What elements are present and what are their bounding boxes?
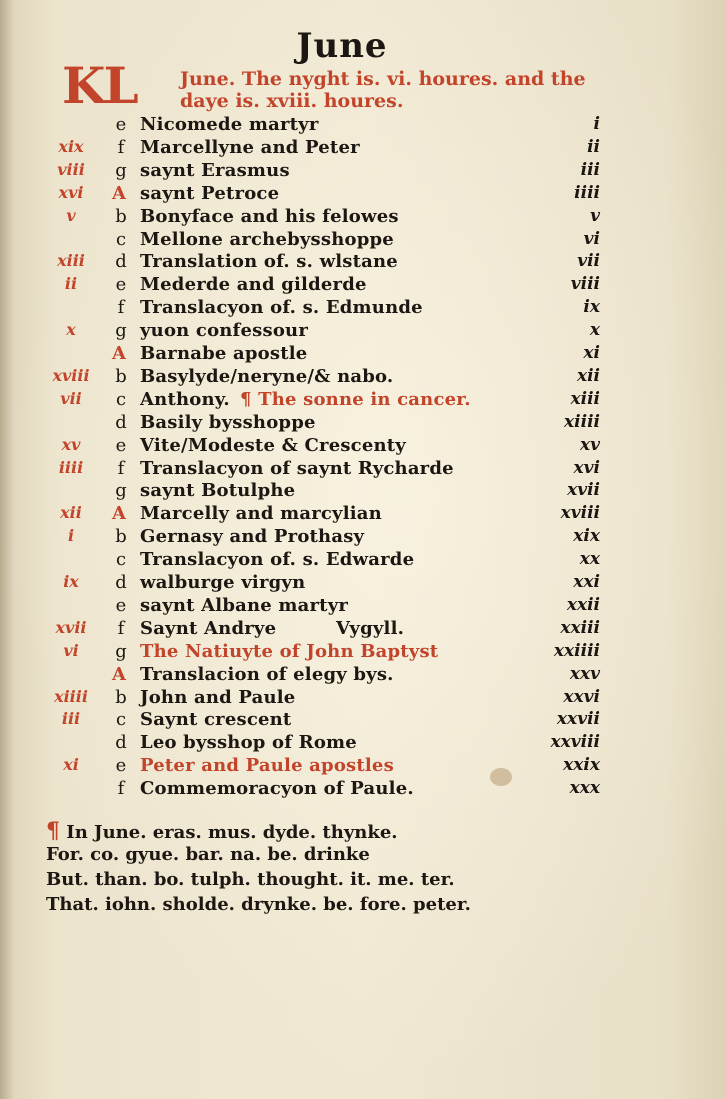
- day-numeral: xix: [573, 526, 600, 546]
- calendar-row: [0, 709, 726, 731]
- calendar-row: [0, 503, 726, 525]
- dominical-letter: d: [115, 732, 127, 753]
- golden-number: xvi: [58, 183, 84, 202]
- dominical-letter: e: [115, 595, 127, 616]
- day-numeral: xxvii: [556, 709, 600, 729]
- day-numeral: xiiii: [564, 412, 600, 432]
- day-numeral: xvii: [567, 480, 600, 500]
- header-line-2: daye is. xviii. houres.: [180, 90, 404, 112]
- golden-number: xix: [58, 137, 84, 156]
- dominical-letter: f: [117, 778, 125, 799]
- feast-name: Translacyon of. s. Edwarde: [140, 549, 415, 570]
- verse-line-4: That. iohn. sholde. drynke. be. fore. peter.: [46, 894, 471, 915]
- feast-name: Commemoracyon of Paule.: [140, 778, 414, 799]
- day-numeral: xxvi: [563, 687, 600, 707]
- feast-name: yuon confessour: [140, 320, 308, 341]
- dominical-letter: c: [115, 549, 127, 570]
- day-numeral: xv: [579, 435, 600, 455]
- dominical-letter: c: [115, 709, 127, 730]
- calendar-row: [0, 641, 726, 663]
- day-numeral: xxiiii: [553, 641, 600, 661]
- dominical-letter: b: [115, 526, 127, 547]
- dominical-letter: f: [117, 297, 125, 318]
- day-numeral: xxi: [573, 572, 600, 592]
- feast-name: saynt Botulphe: [140, 480, 296, 501]
- calendar-row: [0, 480, 726, 502]
- day-numeral: xxv: [569, 664, 600, 684]
- feast-name: Marcellyne and Peter: [140, 137, 360, 158]
- feast-name: saynt Erasmus: [140, 160, 290, 181]
- calendar-row: [0, 755, 726, 777]
- calendar-row: [0, 297, 726, 319]
- feast-name: walburge virgyn: [140, 572, 306, 593]
- calendar-row: [0, 664, 726, 686]
- calendar-row: [0, 549, 726, 571]
- golden-number: v: [66, 206, 76, 225]
- dominical-letter: c: [115, 389, 127, 410]
- golden-number: vii: [60, 389, 82, 408]
- day-numeral: xii: [576, 366, 600, 386]
- day-numeral: xxviii: [550, 732, 600, 752]
- calendar-row: [0, 183, 726, 205]
- kalends-initial: KL: [62, 56, 137, 115]
- header-line-1: June. The nyght is. vi. houres. and the: [180, 68, 586, 90]
- dominical-letter: g: [115, 641, 127, 662]
- day-numeral: xxii: [566, 595, 600, 615]
- dominical-letter: d: [115, 412, 127, 433]
- day-numeral: vi: [583, 229, 600, 249]
- feast-name: Gernasy and Prothasy: [140, 526, 365, 547]
- feast-name: Translacyon of. s. Edmunde: [140, 297, 423, 318]
- feast-name: saynt Petroce: [140, 183, 280, 204]
- dominical-letter: b: [115, 687, 127, 708]
- calendar-row: [0, 229, 726, 251]
- day-numeral: xxx: [569, 778, 600, 798]
- calendar-row: [0, 595, 726, 617]
- golden-number: iiii: [58, 458, 84, 477]
- dominical-letter: e: [115, 114, 127, 135]
- paper-stain: [490, 768, 512, 786]
- calendar-row: [0, 732, 726, 754]
- feast-name: Translacyon of saynt Rycharde: [140, 458, 454, 479]
- calendar-row: [0, 274, 726, 296]
- golden-number: xvii: [55, 618, 87, 637]
- verse-line-2: For. co. gyue. bar. na. be. drinke: [46, 844, 370, 865]
- dominical-letter: c: [115, 229, 127, 250]
- day-numeral: xvi: [573, 458, 600, 478]
- dominical-letter: b: [115, 366, 127, 387]
- dominical-letter: d: [115, 572, 127, 593]
- calendar-row: [0, 251, 726, 273]
- calendar-row: [0, 458, 726, 480]
- day-numeral: xx: [579, 549, 600, 569]
- feast-name: Basylyde/neryne/& nabo.: [140, 366, 394, 387]
- day-numeral: iii: [580, 160, 600, 180]
- calendar-row: [0, 572, 726, 594]
- dominical-letter: g: [115, 480, 127, 501]
- golden-number: viii: [57, 160, 85, 179]
- feast-name: Vite/Modeste & Crescenty: [140, 435, 406, 456]
- verse-line-1: [46, 818, 398, 844]
- calendar-row: [0, 389, 726, 411]
- feast-name: Anthony.: [140, 389, 230, 410]
- month-title: June: [296, 26, 388, 66]
- golden-number: xviii: [52, 366, 90, 385]
- golden-number: xv: [61, 435, 81, 454]
- pilcrow-icon: ¶: [46, 818, 60, 844]
- calendar-row: [0, 114, 726, 136]
- dominical-letter: e: [115, 755, 127, 776]
- day-numeral: x: [589, 320, 600, 340]
- feast-name: Mederde and gilderde: [140, 274, 367, 295]
- golden-number: iii: [61, 709, 81, 728]
- dominical-letter: f: [117, 618, 125, 639]
- calendar-row: [0, 160, 726, 182]
- feast-name: Mellone archebysshoppe: [140, 229, 394, 250]
- day-numeral: i: [593, 114, 600, 134]
- feast-name: Saynt Andrye: [140, 618, 277, 639]
- calendar-row: [0, 526, 726, 548]
- day-numeral: v: [590, 206, 600, 226]
- feast-name: Marcelly and marcylian: [140, 503, 382, 524]
- dominical-letter: A: [112, 183, 126, 204]
- golden-number: vi: [63, 641, 79, 660]
- feast-name: Translation of. s. wlstane: [140, 251, 398, 272]
- day-numeral: xxiii: [560, 618, 600, 638]
- feast-name: Leo bysshop of Rome: [140, 732, 357, 753]
- day-numeral: iiii: [574, 183, 600, 203]
- feast-name: Barnabe apostle: [140, 343, 308, 364]
- calendar-row: [0, 343, 726, 365]
- golden-number: xiii: [57, 251, 85, 270]
- day-numeral: ix: [583, 297, 600, 317]
- feast-name: Nicomede martyr: [140, 114, 319, 135]
- feast-name: Basily bysshoppe: [140, 412, 316, 433]
- day-numeral: xviii: [560, 503, 600, 523]
- feast-name: Saynt crescent: [140, 709, 292, 730]
- feast-name: Translacion of elegy bys.: [140, 664, 394, 685]
- dominical-letter: A: [112, 343, 126, 364]
- dominical-letter: e: [115, 435, 127, 456]
- day-numeral: ii: [587, 137, 600, 157]
- dominical-letter: A: [112, 664, 126, 685]
- feast-name: The Natiuyte of John Baptyst: [140, 641, 439, 662]
- feast-name: Bonyface and his felowes: [140, 206, 399, 227]
- calendar-row: [0, 435, 726, 457]
- day-numeral: xxix: [563, 755, 600, 775]
- calendar-row: [0, 137, 726, 159]
- golden-number: i: [67, 526, 75, 545]
- day-numeral: vii: [577, 251, 600, 271]
- dominical-letter: g: [115, 160, 127, 181]
- golden-number: ix: [63, 572, 79, 591]
- calendar-row: [0, 366, 726, 388]
- dominical-letter: b: [115, 206, 127, 227]
- dominical-letter: e: [115, 274, 127, 295]
- feast-vigil: Vygyll.: [336, 618, 405, 639]
- verse-line-3: But. than. bo. tulph. thought. it. me. ter.: [46, 869, 455, 890]
- dominical-letter: g: [115, 320, 127, 341]
- verse-text-1: In June. eras. mus. dyde. thynke.: [66, 822, 398, 843]
- feast-name: John and Paule: [140, 687, 296, 708]
- day-numeral: viii: [570, 274, 600, 294]
- day-numeral: xi: [583, 343, 600, 363]
- golden-number: x: [66, 320, 76, 339]
- golden-number: xiiii: [54, 687, 88, 706]
- golden-number: xii: [60, 503, 82, 522]
- calendar-row: [0, 778, 726, 800]
- calendar-row: [0, 320, 726, 342]
- day-numeral: xiii: [570, 389, 600, 409]
- calendar-row: [0, 412, 726, 434]
- golden-number: xi: [63, 755, 79, 774]
- dominical-letter: A: [112, 503, 126, 524]
- calendar-row: [0, 618, 726, 640]
- calendar-row: [0, 206, 726, 228]
- dominical-letter: f: [117, 137, 125, 158]
- feast-note: ¶ The sonne in cancer.: [240, 389, 471, 410]
- feast-name: Peter and Paule apostles: [140, 755, 394, 776]
- golden-number: ii: [64, 274, 78, 293]
- feast-name: saynt Albane martyr: [140, 595, 349, 616]
- dominical-letter: f: [117, 458, 125, 479]
- dominical-letter: d: [115, 251, 127, 272]
- calendar-row: [0, 687, 726, 709]
